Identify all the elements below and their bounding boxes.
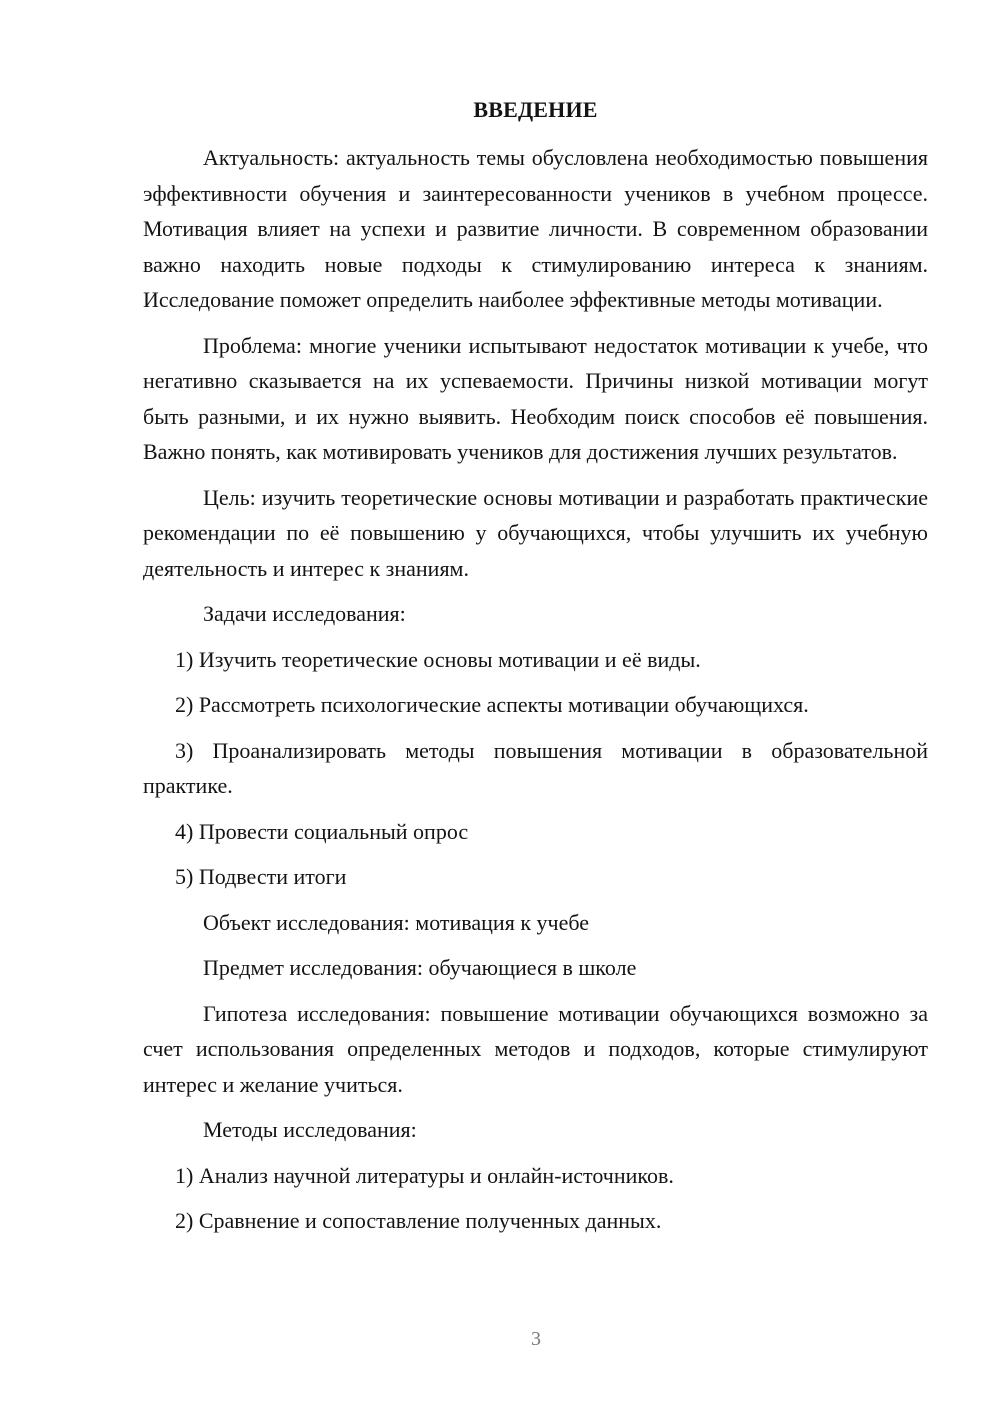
problem-paragraph: Проблема: многие ученики испытывают недостаток мотивации к учебе, что негативно сказывается на их успеваемости. Причины низкой мотивации могут быть разными, и их нужно выявить. Необходим поиск способов её повышения. Важно понять, как мотивировать учеников для достижения лучших результатов. (143, 332, 928, 464)
relevance-paragraph: Актуальность: актуальность темы обусловлена необходимостью повышения эффективности обучения и заинтересованности учеников в учебном процессе. Мотивация влияет на успехи и развитие личности. В современном образовании важно находить новые подходы к стимулированию интереса к знаниям. Исследование поможет определить наиболее эффективные методы мотивации. (143, 145, 928, 312)
methods-heading: Методы исследования: (203, 1117, 417, 1142)
task-item: 4) Провести социальный опрос (175, 818, 469, 844)
document-page (143, 90, 928, 1249)
task-item: 2) Рассмотреть психологические аспекты мотивации обучающихся. (175, 692, 809, 717)
section-heading: ВВЕДЕНИЕ (473, 97, 598, 122)
research-object: Объект исследования: мотивация к учебе (203, 909, 590, 935)
task-item: 3) Проанализировать методы повышения мотивации в образовательной практике. (143, 737, 928, 798)
goal-paragraph: Цель: изучить теоретические основы мотивации и разработать практические рекомендации по её повышению у обучающихся, чтобы улучшить их учебную деятельность и интерес к знаниям. (143, 484, 928, 581)
method-item: 1) Анализ научной литературы и онлайн-источников. (175, 1162, 674, 1188)
method-item: 2) Сравнение и сопоставление полученных данных. (175, 1208, 662, 1233)
task-item: 1) Изучить теоретические основы мотивации и её виды. (175, 646, 701, 672)
tasks-heading: Задачи исследования: (203, 601, 406, 626)
page-number: 3 (531, 1328, 541, 1350)
hypothesis-paragraph: Гипотеза исследования: повышение мотивации обучающихся возможно за счет использования определенных методов и подходов, которые стимулируют интерес и желание учиться. (143, 1000, 928, 1097)
research-subject: Предмет исследования: обучающиеся в школе (203, 955, 637, 980)
task-item: 5) Подвести итоги (175, 864, 347, 889)
